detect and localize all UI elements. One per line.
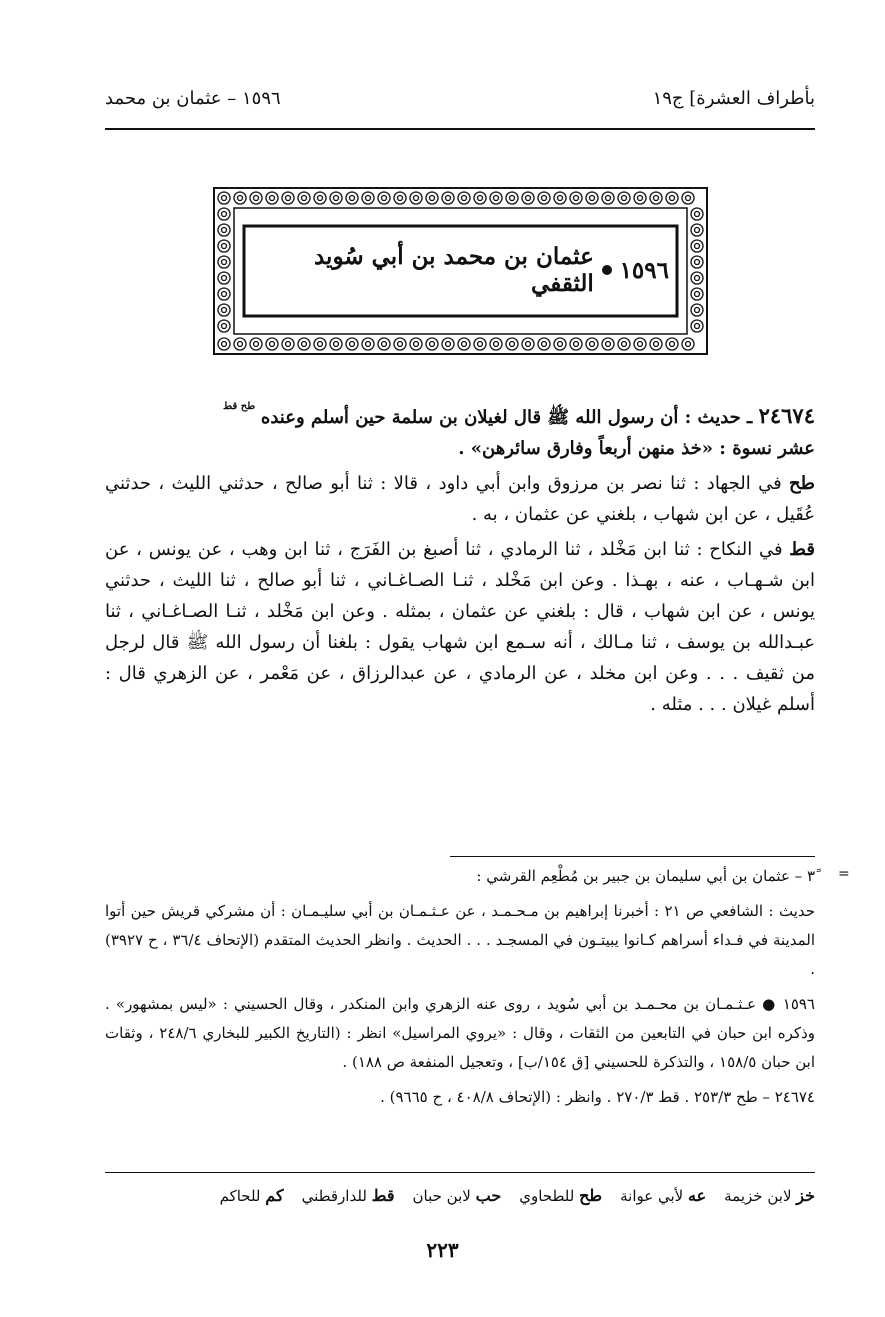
source-paragraph [105,468,815,530]
hadith-lead: ـ حديث : [678,407,759,428]
entry-number: ١٥٩٦ [619,256,669,284]
continuation-mark: = [838,866,850,882]
source-paragraph [105,534,815,720]
abbreviation-item: كم للحاكم [219,1186,284,1205]
footnote: ٣ً – عثمان بن أبي سليمان بن جبير بن مُطْعِم القرشي : [476,867,815,885]
source-text: في الجهاد : ثنا نصر بن مرزوق وابن أبي داود ، قالا : ثنا أبو صالح ، حدثني الليث ، حدثني عُقَيل ، عن ابن شهاب ، بلغني عن عثمان ، به . [105,473,815,525]
hadith-text-1: أن رسول الله ﷺ قال لغيلان بن سلمة حين أسلم وعنده [260,407,679,428]
source-abbr: قط [789,539,815,560]
footnote-rule [450,856,815,857]
source-abbr: طح [789,473,815,494]
source-text: في النكاح : ثنا ابن مَخْلد ، ثنا الرمادي ، ثنا أصبغ بن الفَرَج ، ثنا ابن وهب ، عن يونس ، عن ابن شـهـاب ، عنه ، بهـذا . وعن ابن مَخْلد ، ثنـا الصـاغـاني ، ثنا أبو صالح ، ثنا الليث ، حدثني يونس ، عن ابن شهاب ، قال : بلغني عن عثمان ، بمثله . وعن ابن مَخْلد ، ثنـا الصـاغـاني ، ثنا عبـدالله بن يوسف ، ثنا مـالك ، أنه سـمع ابن شهاب يقول : بلغنا أن رسول الله ﷺ قال لرجل من ثقيف . . . وعن ابن مخلد ، عن الرمادي ، عن عبدالرزاق ، عن مَعْمر ، عن الزهري قال : أسلم غيلان . . . مثله . [105,539,815,715]
bullet-icon [602,265,612,275]
page-number: ٢٢٣ [426,1238,459,1262]
entry-name: عثمان بن محمد بن أبي سُويد الثقفي [313,243,594,297]
hadith-paragraph [105,400,815,464]
header-left: ١٥٩٦ – عثمان بن محمد [105,87,281,109]
hadith-number: ٢٤٦٧٤ [758,403,815,428]
hadith-text-2: عشر نسوة : «خذ منهن أربعاً وفارق سائرهن» . [458,438,815,459]
main-text [105,400,815,724]
running-header [105,83,815,113]
title-frame [212,186,709,356]
footnotes [105,862,815,1118]
abbreviation-item: قط للدارقطني [301,1186,395,1205]
entry-title [252,234,669,306]
header-right: بأطراف العشرة] ج١٩ [652,87,815,109]
source-markers: طح قط [223,401,256,412]
abbreviation-item: خز لابن خزيمة [724,1186,815,1205]
abbreviation-item: حب لابن حبان [412,1186,502,1205]
abbreviations-rule [105,1172,815,1173]
abbreviation-item: طح للطحاوي [519,1186,603,1205]
footnote: حديث : الشافعي ص ٢١ : أخبرنا إبراهيم بن مـحـمـد ، عن عـثـمـان بن أبي سليـمـان : أن مشركي قريش حين أتوا المدينة في فـداء أسراهم كـانوا يبيتـون في المسجـد . . . الحديث . وانظر الحديث المتقدم (الإتحاف ٣٦/٤ ، ح ٣٩٢٧) . [105,902,816,978]
abbreviation-item: عه لأبي عوانة [620,1186,707,1205]
header-rule [105,128,815,130]
footnote: ٢٤٦٧٤ – طح ٢٥٣/٣ . قط ٢٧٠/٣ . وانظر : (الإتحاف ٤٠٨/٨ ، ح ٩٦٦٥) . [380,1088,815,1106]
abbreviations-key [105,1186,815,1205]
footnote: ١٥٩٦ ● عـثـمـان بن محـمـد بن أبي سُويد ، روى عنه الزهري وابن المنكدر ، وقال الحسيني : «ليس بمشهور» . وذكره ابن حبان في التابعين من الثقات ، وقال : «يروي المراسيل» انظر : (التاريخ الكبير للبخاري ٢٤٨/٦ ، وثقات ابن حبان ١٥٨/٥ ، والتذكرة للحسيني [ق ١٥٤/ب] ، وتعجيل المنفعة ص ١٨٨) . [105,995,815,1071]
